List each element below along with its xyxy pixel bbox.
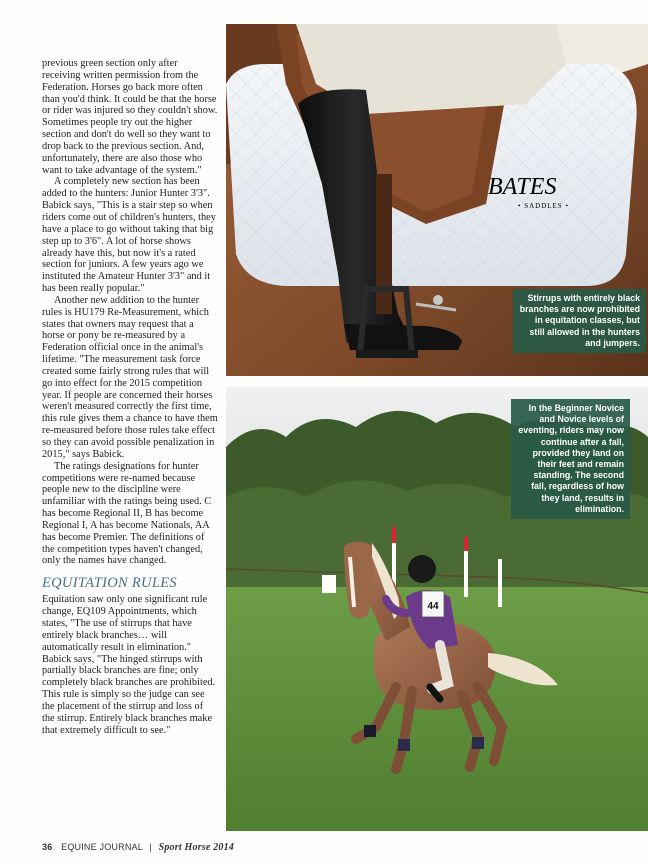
article-paragraph: Equitation saw only one significant rule change, EQ109 Appointments, which states, "The use of stirrups that have entirely black branches… will automatically result in elimination." Babick says, "The hinged stirrups with partially black branches are fine; only completely black branches are prohibited. This rule is simply so the judge can see the placement of the stirrup and loss of the stirrup. Entirely black branches make that extremely difficult to see." (42, 594, 216, 736)
page-number: 36 (42, 842, 53, 852)
rider-number: 44 (427, 601, 439, 612)
svg-text:BATES: BATES (488, 174, 557, 200)
footer-separator: | (149, 842, 152, 852)
article-paragraph: A completely new section has been added to the hunters: Junior Hunter 3'3". Babick says, "This is a stair step so when riders come out of children's hunters, they have a place to go without taking that big step up to 3'6". A lot of horse shows already have this, but now it's a rated section for juniors. A few years ago we instituted the Amateur Hunter 3'3" and it has been really popular." (42, 176, 216, 295)
article-paragraph: Another new addition to the hunter rules is HU179 Re-Measurement, which states that owners may request that a horse or pony be re-measured by a Federation official once in the animal's lifetime. "The measurement task force created some fairly strong rules that will go into effect for the 2015 competition year. If people are concerned their horses weren't measured correctly the first time, this rule gives them a chance to have them re-measured before those rules take effect so they can avoid possible penalization in 2015," says Babick. (42, 294, 218, 460)
article-paragraph: previous green section only after receiving written permission from the Federation. Horses go back more often than you'd think. It could be that the horse or rider was injured so they couldn't show. Sometimes people try out the higher section and don't do well so they want to drop back to the previous section. And, unfortunately, there are also those who want to take advantage of the system." (42, 58, 218, 176)
section-heading: EQUITATION RULES (42, 575, 177, 592)
article-text-column (42, 58, 218, 736)
publication-name: EQUINE JOURNAL (61, 842, 143, 852)
article-paragraph: The ratings designations for hunter competitions were re-named because people new to the discipline were unfamiliar with the ratings being used. C has become Regional II, B has become Regional I, A has become Nationals, AA has become Premier. The definitions of the competition types haven't changed, only the names have changed. (42, 460, 212, 567)
issue-name: Sport Horse 2014 (158, 842, 234, 853)
svg-text:• SADDLES •: • SADDLES • (518, 202, 569, 210)
photo-caption-top: Stirrups with entirely black branches are now prohibited in equitation classes, but still allowed in the hunters and jumpers. (513, 289, 646, 353)
photo-caption-bottom: In the Beginner Novice and Novice levels of eventing, riders may now continue after a fall, provided they land on their feet and remain standing. The second fall, regardless of how they land, results in elimination. (511, 399, 630, 519)
page-footer (42, 842, 234, 853)
